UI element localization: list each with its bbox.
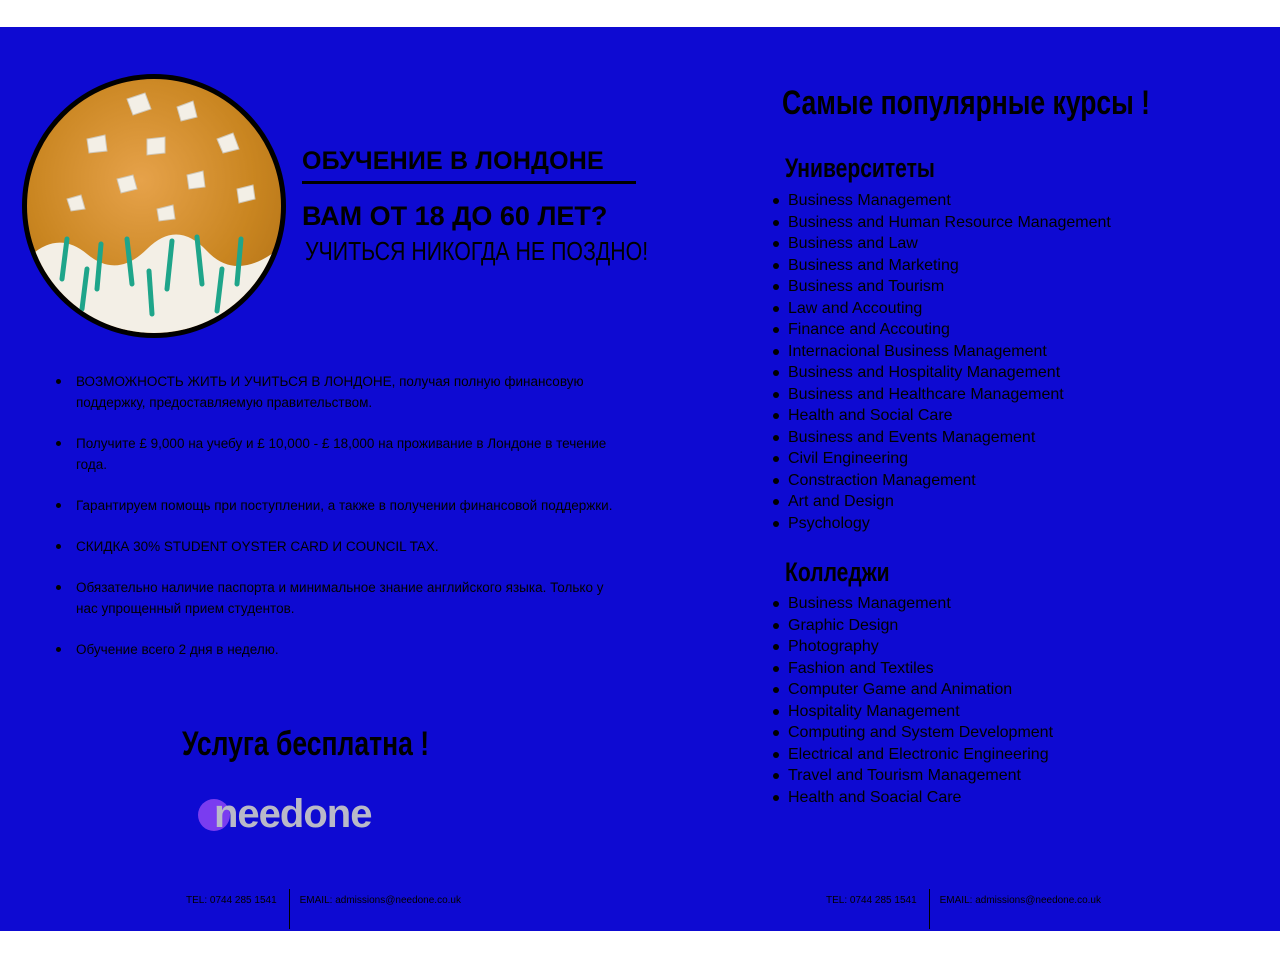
course-item: Health and Soacial Care	[772, 787, 1053, 809]
universities-list	[772, 190, 1111, 534]
age-title: ВАМ ОТ 18 ДО 60 ЛЕТ?	[302, 201, 608, 231]
course-item: Business and Healthcare Management	[772, 384, 1111, 406]
course-item: Art and Design	[772, 491, 1111, 513]
course-item: Civil Engineering	[772, 448, 1111, 470]
course-item: Computer Game and Animation	[772, 679, 1053, 701]
course-item: Psychology	[772, 513, 1111, 535]
colleges-list	[772, 593, 1053, 808]
course-item: Health and Social Care	[772, 405, 1111, 427]
headline: ОБУЧЕНИЕ В ЛОНДОНЕ	[302, 147, 604, 175]
benefit-item: Гарантируем помощь при поступлении, а также в получении финансовой поддержки.	[54, 495, 624, 516]
course-item: Photography	[772, 636, 1053, 658]
course-item: Computing and System Development	[772, 722, 1053, 744]
benefit-item: ВОЗМОЖНОСТЬ ЖИТЬ И УЧИТЬСЯ В ЛОНДОНЕ, получая полную финансовую поддержку, предоставляемую правительством.	[54, 371, 624, 413]
benefit-item: Обучение всего 2 дня в неделю.	[54, 639, 624, 660]
benefit-item: Получите £ 9,000 на учебу и £ 10,000 - £ 18,000 на проживание в Лондоне в течение года.	[54, 433, 624, 475]
course-item: Finance and Accouting	[772, 319, 1111, 341]
course-item: Business and Hospitality Management	[772, 362, 1111, 384]
course-item: Travel and Tourism Management	[772, 765, 1053, 787]
course-item: Constraction Management	[772, 470, 1111, 492]
course-item: Business and Tourism	[772, 276, 1111, 298]
graduation-photo	[22, 74, 286, 338]
course-item: Law and Accouting	[772, 298, 1111, 320]
age-subtitle: УЧИТЬСЯ НИКОГДА НЕ ПОЗДНО!	[305, 236, 649, 266]
course-item: Business and Law	[772, 233, 1111, 255]
benefit-item: Обязательно наличие паспорта и минимальное знание английского языка. Только у нас упрощенный прием студентов.	[54, 577, 624, 619]
course-item: Fashion and Textiles	[772, 658, 1053, 680]
contact-email: EMAIL: admissions@needone.co.uk	[299, 895, 461, 906]
course-item: Business and Events Management	[772, 427, 1111, 449]
free-service-label: Услуга бесплатна !	[182, 725, 430, 763]
headline-underline	[302, 181, 636, 184]
logo-wordmark: needone	[214, 792, 372, 836]
contact-block-left	[186, 889, 461, 929]
benefits-list	[54, 371, 624, 680]
course-item: Internacional Business Management	[772, 341, 1111, 363]
popular-courses-title: Самые популярные курсы !	[782, 84, 1151, 122]
course-item: Electrical and Electronic Engineering	[772, 744, 1053, 766]
contact-block-right	[826, 889, 1101, 929]
universities-title: Университеты	[785, 153, 935, 183]
contact-phone: TEL: 0744 285 1541	[186, 895, 277, 906]
needone-logo	[196, 789, 446, 839]
course-item: Graphic Design	[772, 615, 1053, 637]
contact-email: EMAIL: admissions@needone.co.uk	[939, 895, 1101, 906]
course-item: Business Management	[772, 593, 1053, 615]
flyer-sheet	[0, 27, 1280, 931]
contact-phone: TEL: 0744 285 1541	[826, 895, 917, 906]
course-item: Business and Human Resource Management	[772, 212, 1111, 234]
course-item: Business Management	[772, 190, 1111, 212]
course-item: Hospitality Management	[772, 701, 1053, 723]
colleges-title: Колледжи	[785, 557, 890, 587]
benefit-item: СКИДКА 30% STUDENT OYSTER CARD И COUNCIL TAX.	[54, 536, 624, 557]
course-item: Business and Marketing	[772, 255, 1111, 277]
